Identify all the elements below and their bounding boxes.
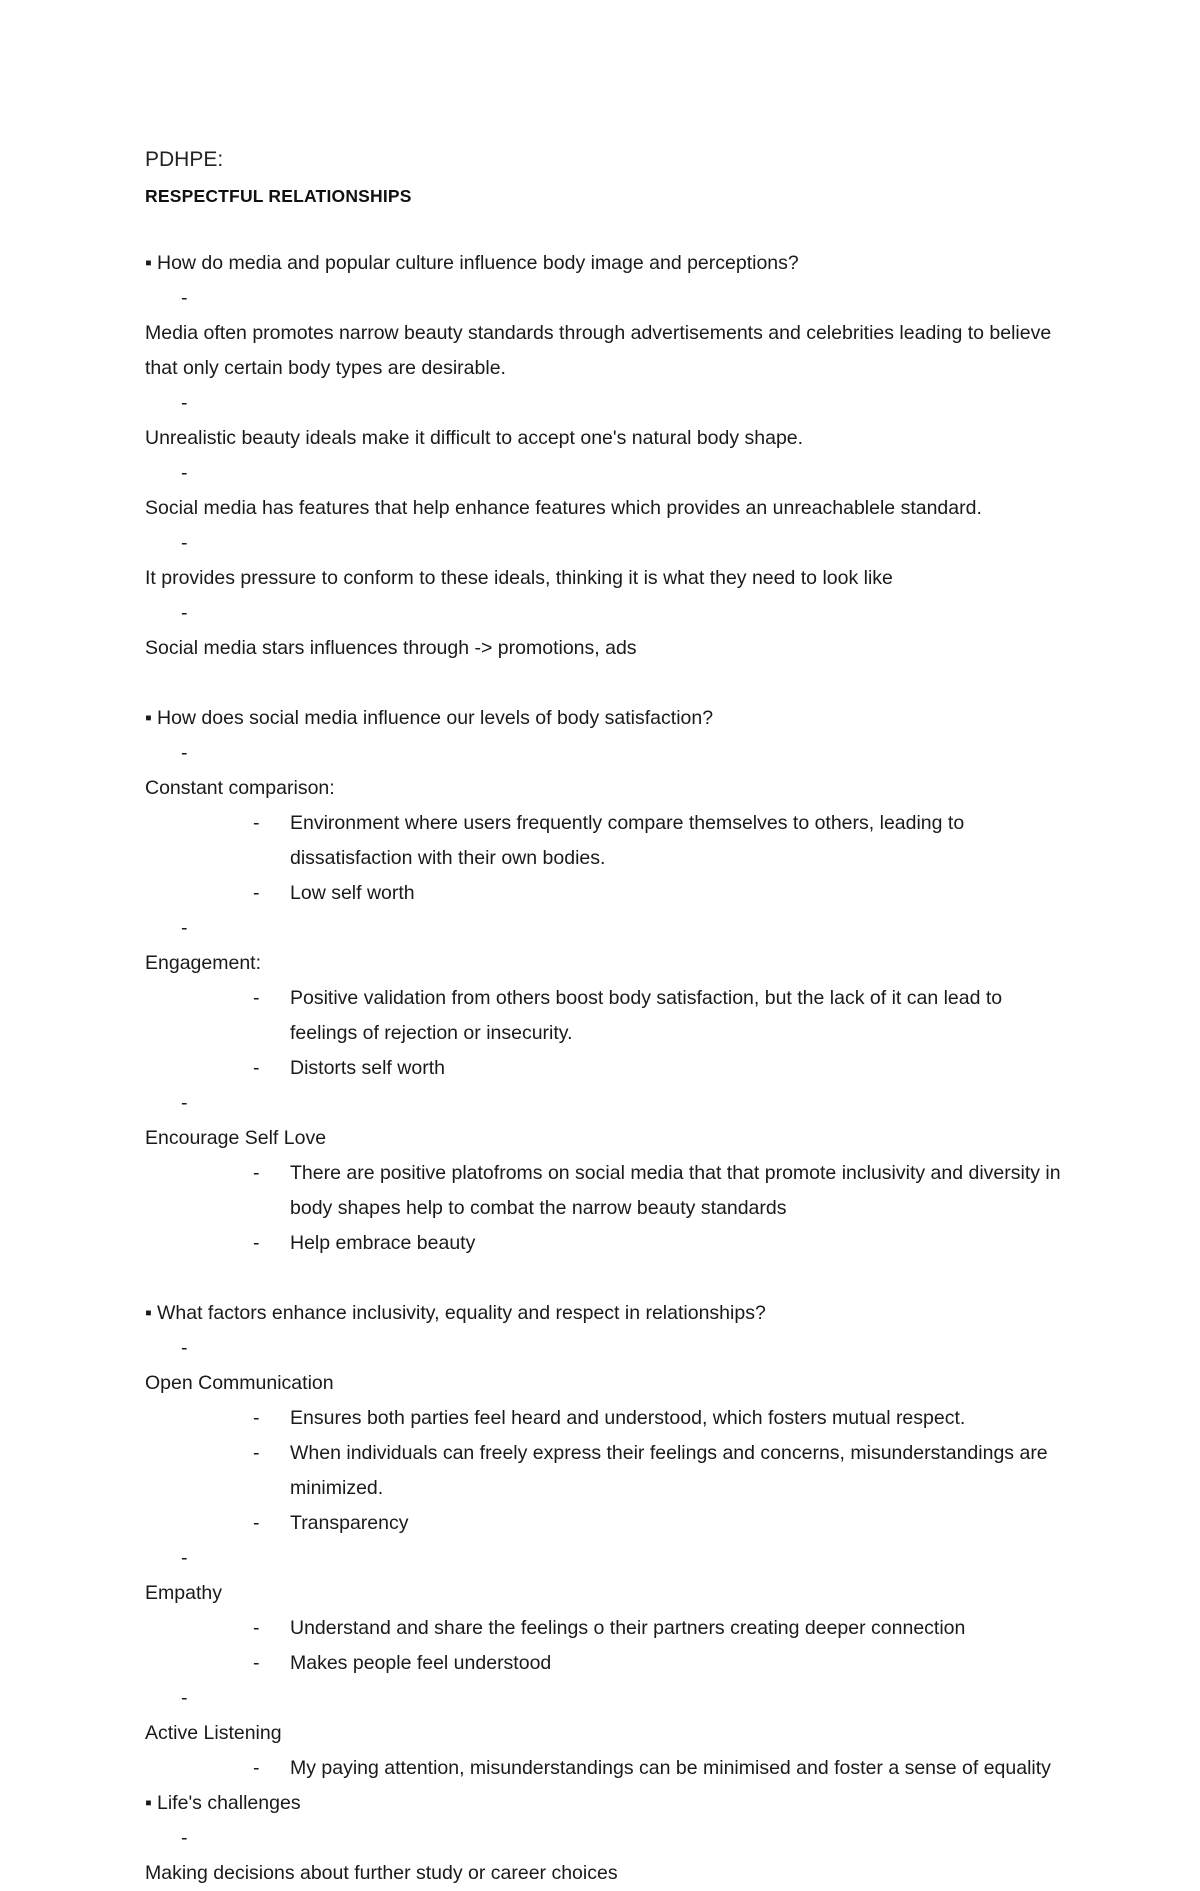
sub-list-item — [145, 876, 1065, 911]
list-item-text: Engagement: — [145, 952, 262, 974]
list-item-row — [145, 386, 1065, 456]
answer-list — [145, 1821, 1065, 1891]
section-question — [145, 246, 1065, 281]
list-item-text: Empathy — [145, 1582, 222, 1604]
bullet-marker: ▪ — [145, 1302, 152, 1324]
list-item-text: Social media has features that help enhance features which provides an unreachablele standard. — [145, 497, 982, 519]
sub-list-item-text: Makes people feel understood — [290, 1652, 552, 1674]
section-question — [145, 1786, 1065, 1821]
list-item — [145, 386, 1065, 456]
dash-marker: - — [181, 462, 188, 484]
document-title: PDHPE: — [145, 148, 224, 171]
list-item — [145, 1331, 1065, 1541]
list-item — [145, 1681, 1065, 1786]
sub-list-item — [145, 1401, 1065, 1436]
list-item-text: It provides pressure to conform to these ideals, thinking it is what they need to look like — [145, 567, 893, 589]
list-item-row — [145, 1086, 1065, 1156]
dash-marker: - — [181, 287, 188, 309]
sub-list — [145, 1156, 1065, 1261]
list-item-text: Making decisions about further study or career choices — [145, 1862, 618, 1884]
sub-list-item-text: Understand and share the feelings o their partners creating deeper connection — [290, 1617, 966, 1639]
list-item-row — [145, 526, 1065, 596]
sub-list-item — [145, 806, 1065, 876]
list-item-row — [145, 1541, 1065, 1611]
section — [145, 1296, 1065, 1786]
list-item — [145, 1541, 1065, 1681]
sub-list-item-text: Positive validation from others boost body satisfaction, but the lack of it can lead to feelings of rejection or insecurity. — [290, 987, 1003, 1044]
dash-marker: - — [181, 1337, 188, 1359]
list-item-text: Constant comparison: — [145, 777, 335, 799]
sub-list-item-text: Distorts self worth — [290, 1057, 445, 1079]
sub-list — [145, 981, 1065, 1086]
sub-list-item-text: When individuals can freely express their feelings and concerns, misunderstandings are minimized. — [290, 1442, 1048, 1499]
section — [145, 246, 1065, 666]
dash-marker: - — [181, 1547, 188, 1569]
question-text: What factors enhance inclusivity, equality and respect in relationships? — [157, 1302, 766, 1324]
sub-list — [145, 1611, 1065, 1681]
dash-marker: - — [181, 392, 188, 414]
list-item-row — [145, 1331, 1065, 1401]
list-item-row — [145, 911, 1065, 981]
answer-list — [145, 736, 1065, 1261]
list-item-row — [145, 456, 1065, 526]
sections-container — [145, 246, 1065, 1891]
question-text: Life's challenges — [157, 1792, 301, 1814]
list-item — [145, 1086, 1065, 1261]
dash-marker: - — [181, 1687, 188, 1709]
section-question — [145, 701, 1065, 736]
document-body — [145, 145, 1065, 1891]
dash-marker: - — [253, 1652, 260, 1674]
dash-marker: - — [181, 1092, 188, 1114]
dash-marker: - — [253, 1162, 260, 1184]
list-item-text: Encourage Self Love — [145, 1127, 327, 1149]
sub-list-item-text: Transparency — [290, 1512, 409, 1534]
list-item-text: Unrealistic beauty ideals make it difficult to accept one's natural body shape. — [145, 427, 804, 449]
question-text: How do media and popular culture influence body image and perceptions? — [157, 252, 799, 274]
dash-marker: - — [253, 1057, 260, 1079]
answer-list — [145, 281, 1065, 666]
bullet-marker: ▪ — [145, 252, 152, 274]
dash-marker: - — [253, 1617, 260, 1639]
list-item — [145, 456, 1065, 526]
bullet-marker: ▪ — [145, 707, 152, 729]
sub-list-item — [145, 1611, 1065, 1646]
section — [145, 1786, 1065, 1891]
sub-list-item — [145, 1156, 1065, 1226]
sub-list-item-text: There are positive platofroms on social media that that promote inclusivity and diversity in body shapes help to combat the narrow beauty standards — [290, 1162, 1061, 1219]
list-item-text: Open Communication — [145, 1372, 334, 1394]
document-subtitle: RESPECTFUL RELATIONSHIPS — [145, 186, 412, 206]
sub-list-item-text: My paying attention, misunderstandings can be minimised and foster a sense of equality — [290, 1757, 1051, 1779]
answer-list — [145, 1331, 1065, 1786]
list-item — [145, 596, 1065, 666]
list-item-row — [145, 1821, 1065, 1891]
list-item — [145, 911, 1065, 1086]
dash-marker: - — [253, 1232, 260, 1254]
sub-list-item-text: Ensures both parties feel heard and understood, which fosters mutual respect. — [290, 1407, 966, 1429]
dash-marker: - — [181, 1827, 188, 1849]
sub-list-item-text: Help embrace beauty — [290, 1232, 476, 1254]
list-item-text: Media often promotes narrow beauty standards through advertisements and celebrities leading to believe that only certain body types are desirable. — [145, 322, 1052, 379]
list-item — [145, 281, 1065, 386]
sub-list-item — [145, 1751, 1065, 1786]
list-item — [145, 526, 1065, 596]
sub-list — [145, 1401, 1065, 1541]
list-item-row — [145, 596, 1065, 666]
sub-list-item — [145, 1436, 1065, 1506]
list-item-text: Social media stars influences through -> promotions, ads — [145, 637, 637, 659]
sub-list-item — [145, 981, 1065, 1051]
list-item-row — [145, 1681, 1065, 1751]
question-text: How does social media influence our levels of body satisfaction? — [157, 707, 714, 729]
section — [145, 701, 1065, 1261]
list-item-row — [145, 736, 1065, 806]
dash-marker: - — [253, 1512, 260, 1534]
dash-marker: - — [181, 602, 188, 624]
dash-marker: - — [253, 1442, 260, 1464]
sub-list — [145, 806, 1065, 911]
bullet-marker: ▪ — [145, 1792, 152, 1814]
sub-list-item — [145, 1226, 1065, 1261]
dash-marker: - — [253, 882, 260, 904]
list-item — [145, 1821, 1065, 1891]
dash-marker: - — [253, 1757, 260, 1779]
sub-list-item — [145, 1051, 1065, 1086]
dash-marker: - — [253, 1407, 260, 1429]
list-item-text: Active Listening — [145, 1722, 282, 1744]
sub-list — [145, 1751, 1065, 1786]
section-question — [145, 1296, 1065, 1331]
sub-list-item — [145, 1646, 1065, 1681]
sub-list-item-text: Low self worth — [290, 882, 415, 904]
dash-marker: - — [181, 532, 188, 554]
dash-marker: - — [181, 917, 188, 939]
sub-list-item-text: Environment where users frequently compare themselves to others, leading to dissatisfaction with their own bodies. — [290, 812, 965, 869]
list-item — [145, 736, 1065, 911]
dash-marker: - — [181, 742, 188, 764]
sub-list-item — [145, 1506, 1065, 1541]
dash-marker: - — [253, 987, 260, 1009]
list-item-row — [145, 281, 1065, 386]
dash-marker: - — [253, 812, 260, 834]
